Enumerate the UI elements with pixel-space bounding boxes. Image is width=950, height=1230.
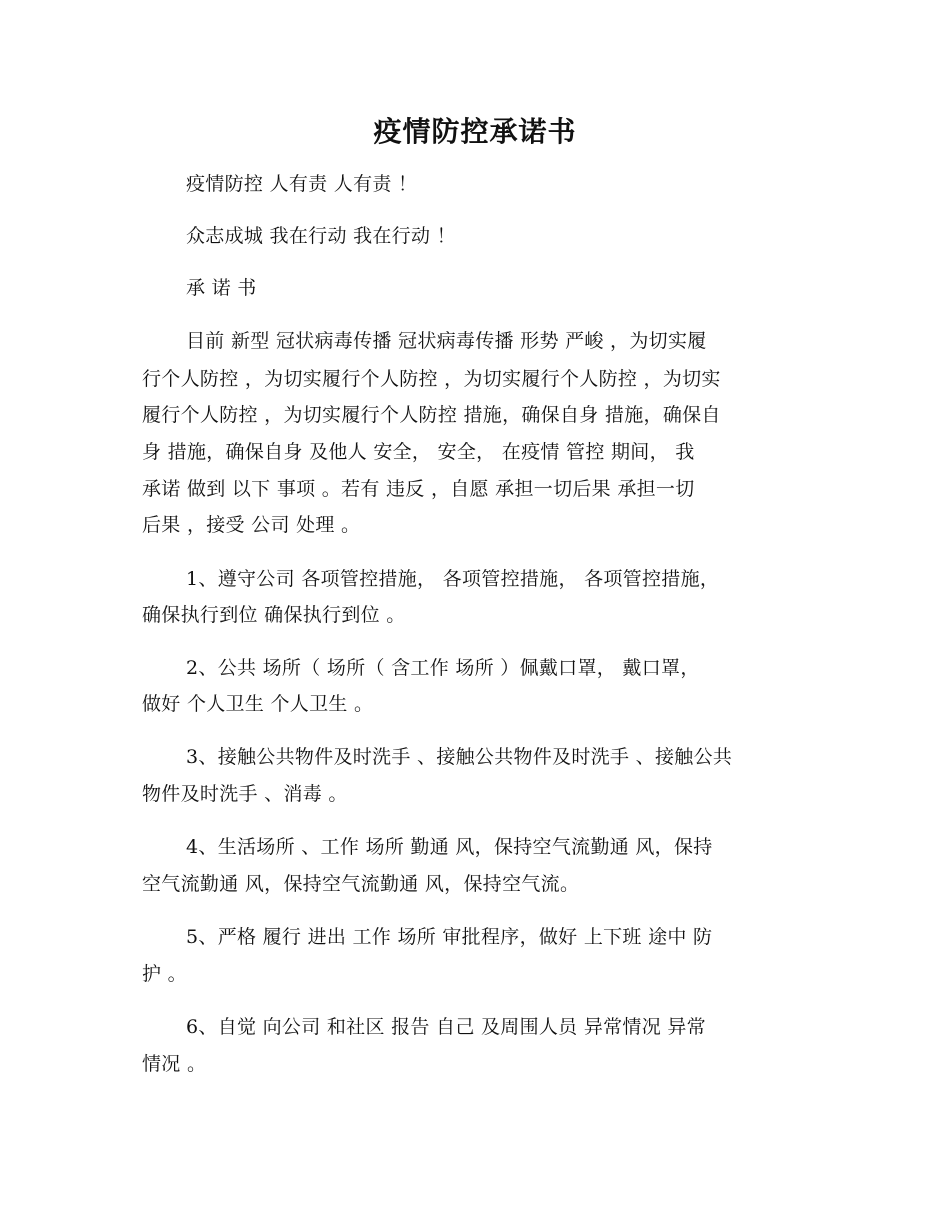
slogan-line-2: 众志成城 我在行动 我在行动 ！ — [186, 225, 456, 247]
item-4-line: 空气流勤通 风，保持空气流勤通 风，保持空气流。 — [142, 873, 580, 895]
item-2-line: 做好 个人卫生 个人卫生 。 — [142, 693, 374, 715]
paragraph-intro-line: 后果 ，接受 公司 处理 。 — [142, 514, 361, 536]
heading-pledge: 承 诺 书 — [186, 277, 257, 299]
item-5-line: 5、严格 履行 进出 工作 场所 审批程序，做好 上下班 途中 防 — [186, 926, 713, 948]
paragraph-intro-line: 身 措施，确保自身 及他人 安全， 安全， 在疫情 管控 期间， 我 — [142, 441, 695, 463]
item-1-line: 1、遵守公司 各项管控措施， 各项管控措施， 各项管控措施， — [186, 568, 720, 590]
paragraph-intro-line: 行个人防控 ，为切实履行个人防控 ，为切实履行个人防控 ，为切实 — [142, 368, 721, 390]
document-title: 疫情防控承诺书 — [373, 115, 577, 148]
item-6-line: 6、自觉 向公司 和社区 报告 自己 及周围人员 异常情况 异常 — [186, 1016, 706, 1038]
item-5-line: 护 。 — [142, 963, 187, 985]
slogan-line-1: 疫情防控 人有责 人有责 ！ — [186, 173, 418, 195]
item-3-line: 3、接触公共物件及时洗手 、接触公共物件及时洗手 、接触公共 — [186, 746, 733, 768]
paragraph-intro-line: 承诺 做到 以下 事项 。若有 违反 ，自愿 承担一切后果 承担一切 — [142, 478, 695, 500]
item-2-line: 2、公共 场所（ 场所（ 含工作 场所 ）佩戴口罩， 戴口罩， — [186, 657, 700, 679]
item-4-line: 4、生活场所 、工作 场所 勤通 风，保持空气流勤通 风，保持 — [186, 836, 713, 858]
item-3-line: 物件及时洗手 、消毒 。 — [142, 783, 348, 805]
item-6-line: 情况 。 — [142, 1053, 207, 1075]
paragraph-intro-line: 目前 新型 冠状病毒传播 冠状病毒传播 形势 严峻 ，为切实履 — [186, 330, 707, 352]
paragraph-intro-line: 履行个人防控 ，为切实履行个人防控 措施，确保自身 措施，确保自 — [142, 404, 721, 426]
item-1-line: 确保执行到位 确保执行到位 。 — [142, 604, 406, 626]
